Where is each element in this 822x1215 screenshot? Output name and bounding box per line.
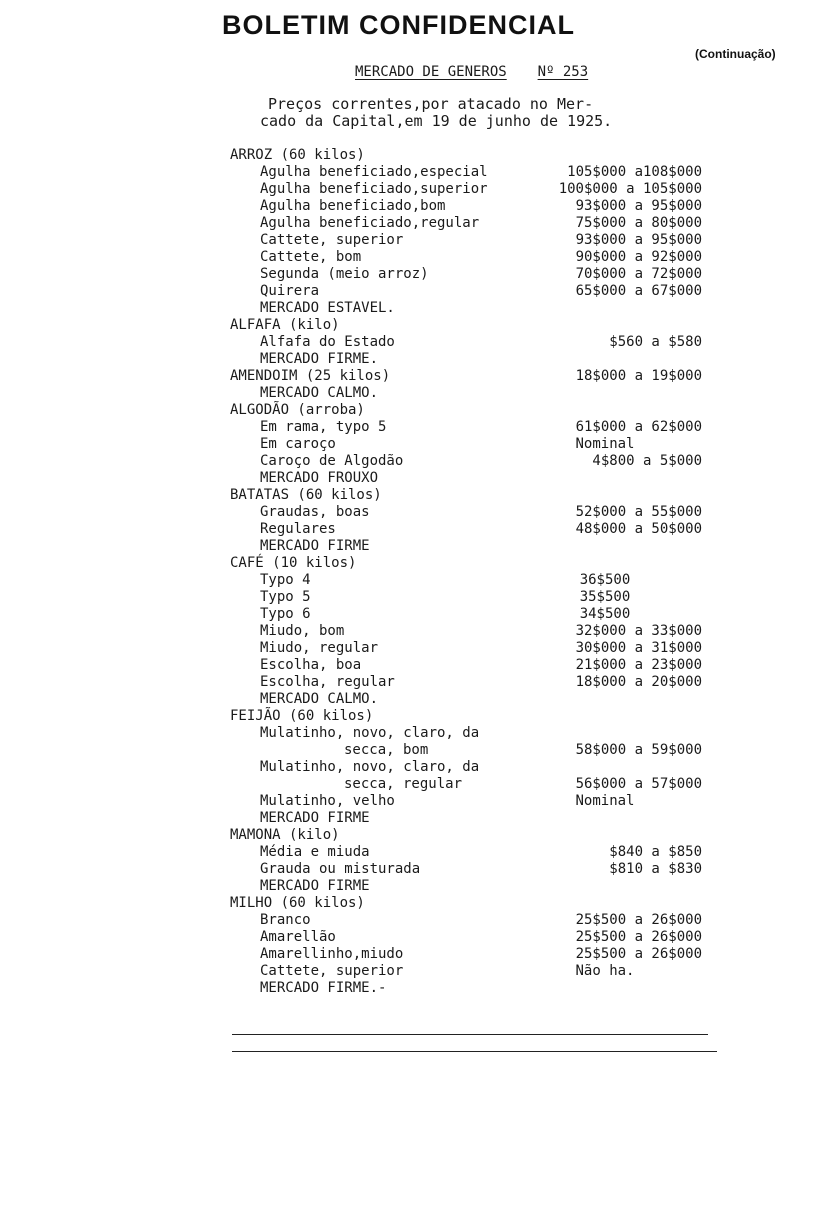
category-row [230,368,730,385]
item-price: $810 a $830 [609,861,702,877]
item-label: Escolha, regular [260,674,395,690]
price-row [230,334,730,351]
price-row [230,385,730,402]
item-label: Caroço de Algodão [260,453,404,469]
item-price: 25$500 a 26$000 [575,929,702,945]
price-list [230,147,730,997]
category-row [230,708,730,725]
item-label: MERCADO FIRME.- [260,980,387,996]
price-row [230,963,730,980]
price-row [230,436,730,453]
item-price: 36$500 [579,572,631,588]
item-label: Agulha beneficiado,regular [260,215,480,231]
item-price: 4$800 a 5$000 [592,453,702,469]
price-row [230,759,730,776]
price-row [230,725,730,742]
item-label: Branco [260,912,311,928]
price-row [230,198,730,215]
item-label: Quirera [260,283,320,299]
price-row [230,300,730,317]
item-price: 75$000 a 80$000 [575,215,702,231]
price-row [230,623,730,640]
bottom-rule-1 [232,1034,708,1035]
item-label: Grauda ou misturada [260,861,421,877]
price-row [230,589,730,606]
item-price: 35$500 [579,589,631,605]
document-title: BOLETIM CONFIDENCIAL [222,10,575,40]
item-label: secca, bom [344,742,429,758]
item-label: Agulha beneficiado,bom [260,198,446,214]
bottom-rule-2 [232,1051,717,1052]
item-label: Alfafa do Estado [260,334,395,350]
price-row [230,793,730,810]
item-price: 34$500 [579,606,631,622]
price-row [230,980,730,997]
price-row [230,351,730,368]
item-price: 61$000 a 62$000 [575,419,702,435]
item-label: Miudo, bom [260,623,345,639]
price-row [230,606,730,623]
price-row [230,164,730,181]
category-label: ALFAFA (kilo) [230,317,340,333]
item-price: 32$000 a 33$000 [575,623,702,639]
intro-line-2: cado da Capital,em 19 de junho de 1925. [260,112,613,130]
item-label: Escolha, boa [260,657,362,673]
price-row [230,419,730,436]
category-row [230,487,730,504]
continuation-note: (Continuação) [695,47,776,61]
item-label: Cattete, bom [260,249,362,265]
category-label: MAMONA (kilo) [230,827,340,843]
item-label: Amarellão [260,929,336,945]
item-price: 58$000 a 59$000 [575,742,702,758]
item-label: Agulha beneficiado,especial [260,164,488,180]
category-label: ARROZ (60 kilos) [230,147,365,163]
category-label: MILHO (60 kilos) [230,895,365,911]
item-price: Não ha. [575,963,635,979]
item-price: 100$000 a 105$000 [558,181,702,197]
price-row [230,572,730,589]
item-price: 93$000 a 95$000 [575,198,702,214]
bulletin-number: Nº 253 [537,64,589,80]
item-label: Typo 4 [260,572,311,588]
price-row [230,657,730,674]
item-price: 93$000 a 95$000 [575,232,702,248]
price-row [230,946,730,963]
category-label: CAFÉ (10 kilos) [230,555,357,571]
price-row [230,266,730,283]
item-label: MERCADO ESTAVEL. [260,300,395,316]
item-label: Regulares [260,521,336,537]
price-row [230,929,730,946]
item-price: $560 a $580 [609,334,702,350]
item-label: secca, regular [344,776,463,792]
item-price: 70$000 a 72$000 [575,266,702,282]
price-row [230,861,730,878]
item-label: Segunda (meio arroz) [260,266,429,282]
item-price: 25$500 a 26$000 [575,912,702,928]
item-price: 48$000 a 50$000 [575,521,702,537]
price-row [230,521,730,538]
price-row [230,878,730,895]
item-label: MERCADO FIRME [260,810,370,826]
item-price: 56$000 a 57$000 [575,776,702,792]
item-price: 21$000 a 23$000 [575,657,702,673]
item-price: 25$500 a 26$000 [575,946,702,962]
item-price: 105$000 a108$000 [567,164,702,180]
price-row [230,538,730,555]
item-label: Miudo, regular [260,640,379,656]
category-row [230,402,730,419]
item-label: Graudas, boas [260,504,370,520]
price-row [230,640,730,657]
item-label: Typo 5 [260,589,311,605]
item-label: Mulatinho, novo, claro, da [260,759,480,775]
price-row [230,742,730,759]
item-label: MERCADO CALMO. [260,385,379,401]
item-price: 65$000 a 67$000 [575,283,702,299]
price-row [230,232,730,249]
item-label: Em rama, typo 5 [260,419,387,435]
price-row [230,776,730,793]
item-price: 90$000 a 92$000 [575,249,702,265]
item-price: 52$000 a 55$000 [575,504,702,520]
item-price: Nominal [575,436,635,452]
category-row [230,827,730,844]
price-row [230,844,730,861]
price-row [230,470,730,487]
category-row [230,147,730,164]
item-label: MERCADO FIRME [260,878,370,894]
intro-paragraph [260,95,613,130]
item-label: Mulatinho, novo, claro, da [260,725,480,741]
item-label: Cattete, superior [260,963,404,979]
price-row [230,504,730,521]
price-row [230,912,730,929]
item-label: Cattete, superior [260,232,404,248]
price-row [230,453,730,470]
item-label: Amarellinho,miudo [260,946,404,962]
intro-line-1: Preços correntes,por atacado no Mer- [268,95,594,113]
price-row [230,691,730,708]
price-row [230,810,730,827]
category-label: ALGODÃO (arroba) [230,402,365,418]
item-label: Agulha beneficiado,superior [260,181,488,197]
item-price: 18$000 a 19$000 [575,368,702,384]
item-label: Mulatinho, velho [260,793,395,809]
item-label: MERCADO FROUXO [260,470,379,486]
section-title: MERCADO DE GENEROS [355,64,507,80]
item-price: 30$000 a 31$000 [575,640,702,656]
item-label: Typo 6 [260,606,311,622]
category-row [230,555,730,572]
item-label: Média e miuda [260,844,370,860]
item-price: 18$000 a 20$000 [575,674,702,690]
price-row [230,674,730,691]
section-heading [355,64,588,80]
item-label: MERCADO FIRME [260,538,370,554]
category-row [230,317,730,334]
price-row [230,283,730,300]
item-price: Nominal [575,793,635,809]
category-label: FEIJÃO (60 kilos) [230,708,374,724]
price-row [230,181,730,198]
price-row [230,215,730,232]
item-label: MERCADO FIRME. [260,351,379,367]
item-price: $840 a $850 [609,844,702,860]
item-label: Em caroço [260,436,336,452]
item-label: MERCADO CALMO. [260,691,379,707]
category-label: BATATAS (60 kilos) [230,487,382,503]
price-row [230,249,730,266]
category-label: AMENDOIM (25 kilos) [230,368,391,384]
category-row [230,895,730,912]
